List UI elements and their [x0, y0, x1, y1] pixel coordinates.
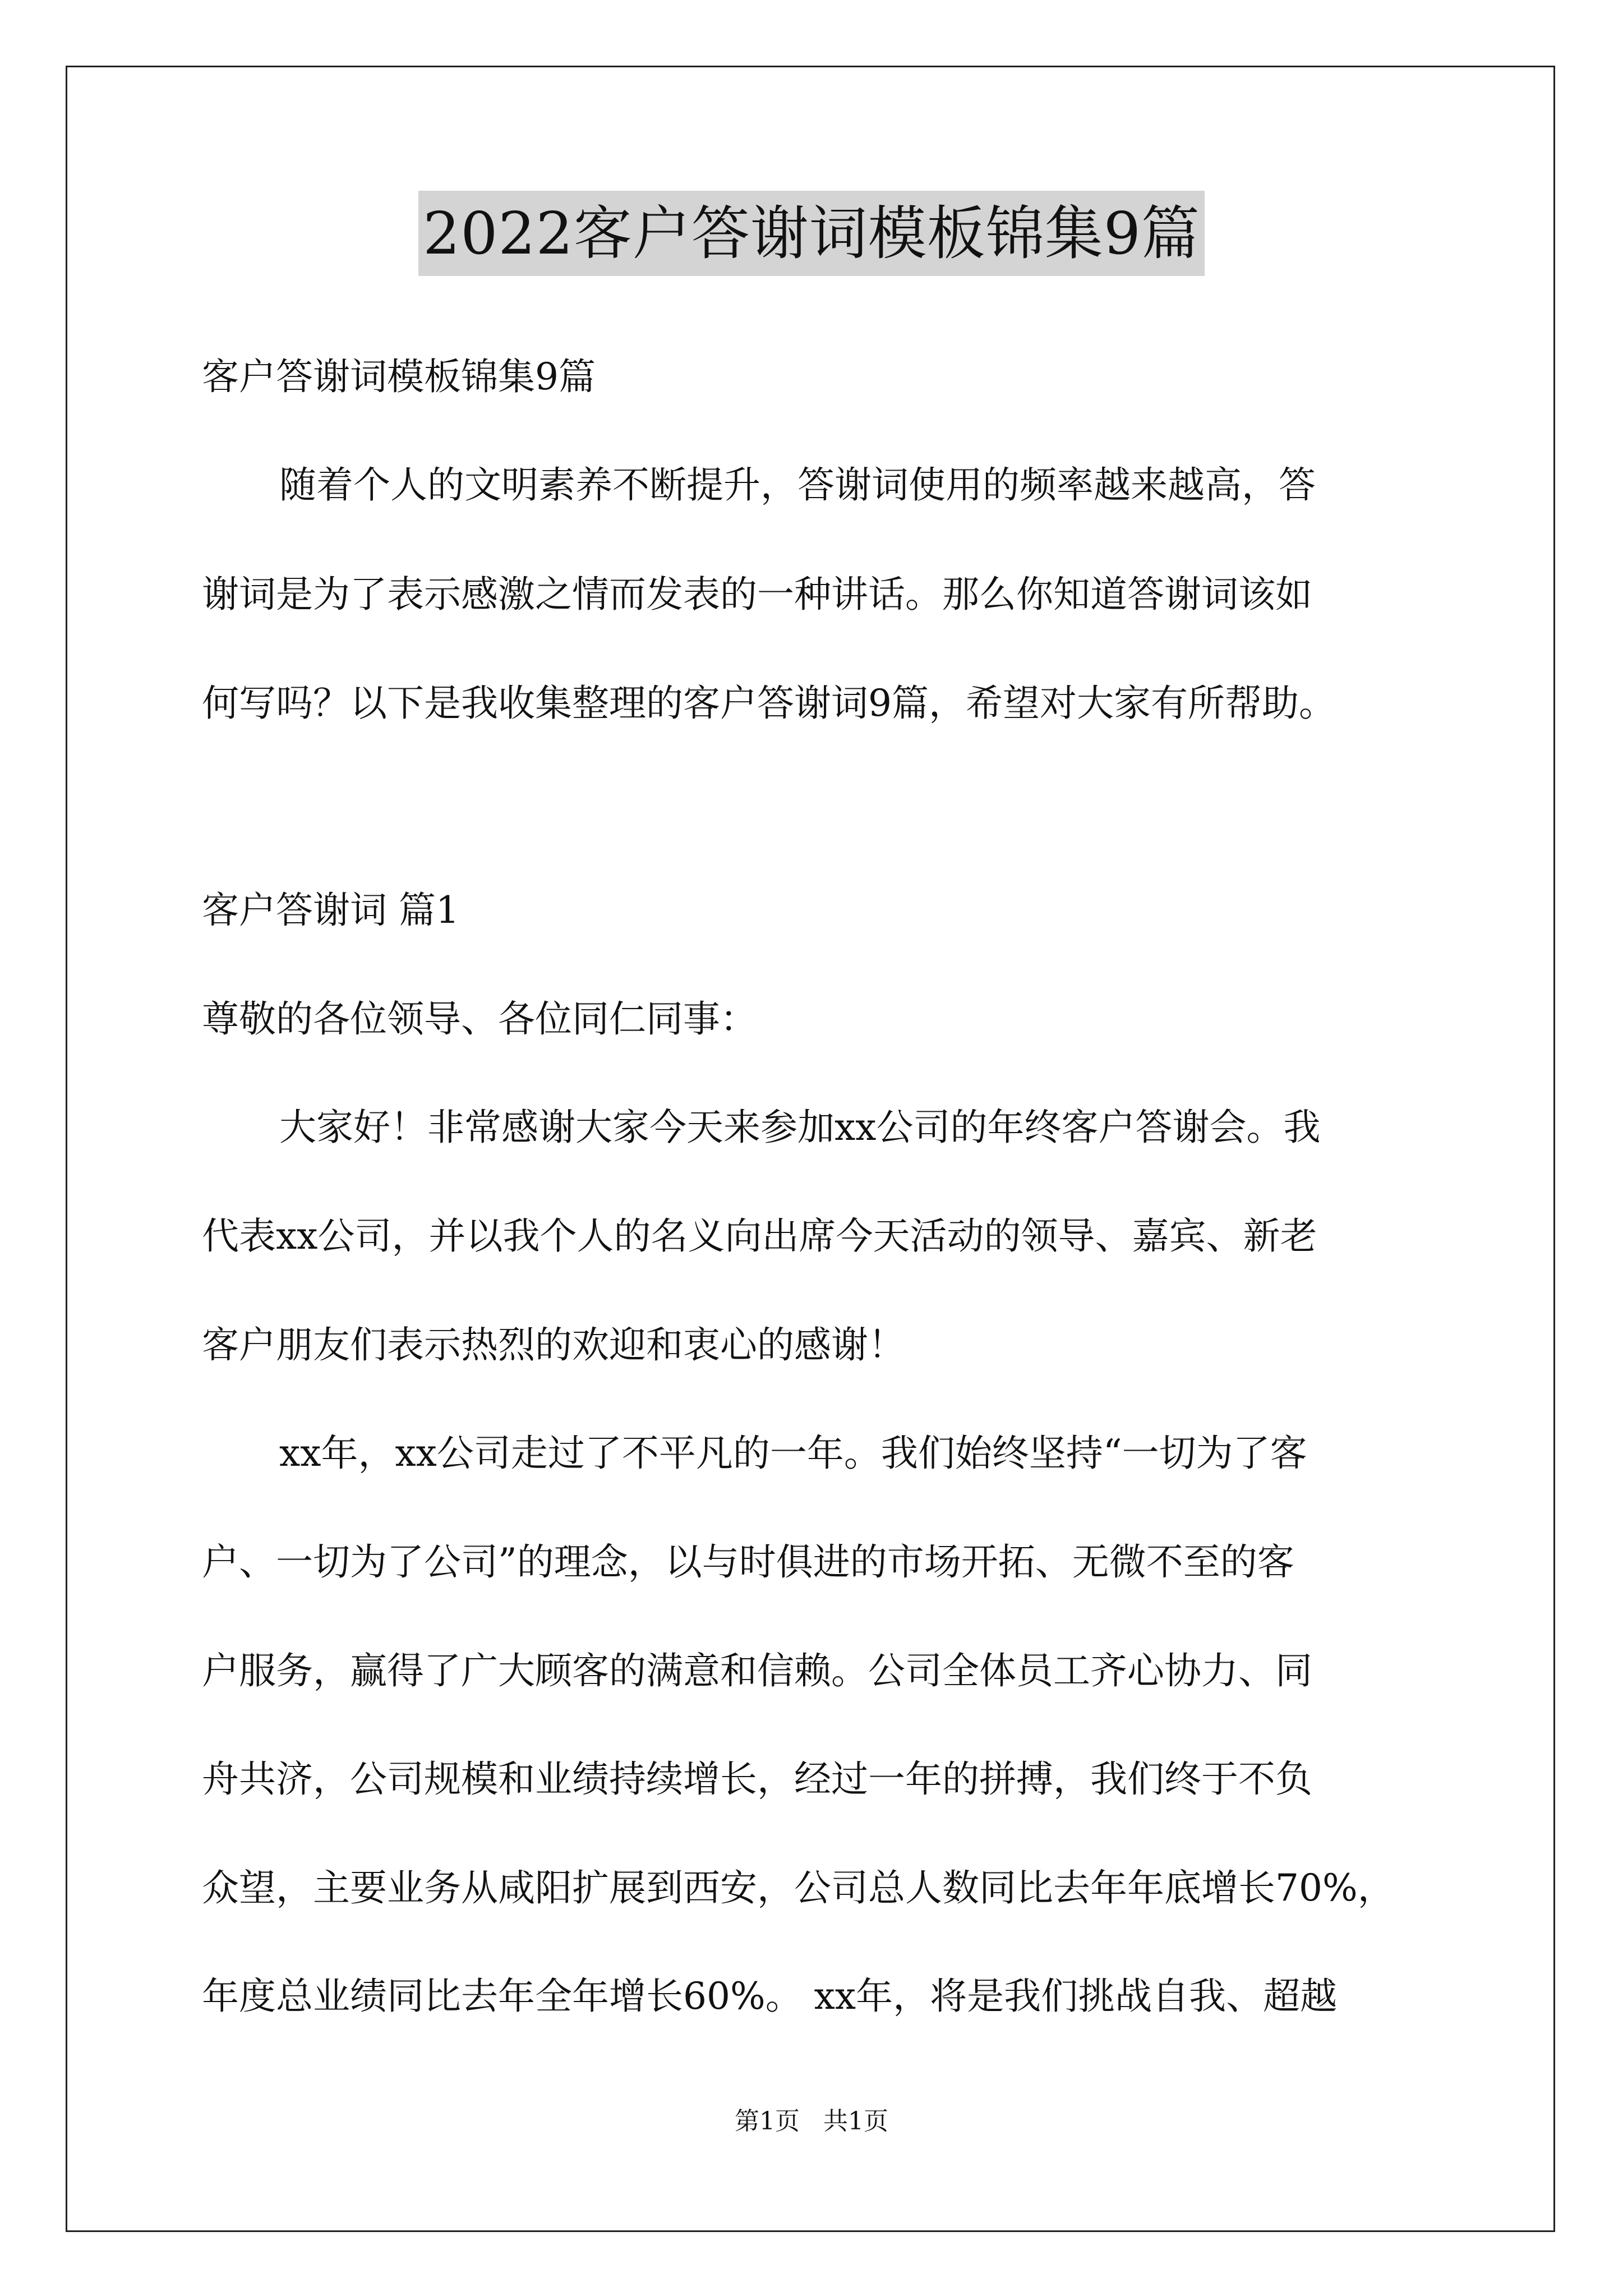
paragraph-2-line-4: 舟共济，公司规模和业绩持续增长，经过一年的拼搏，我们终于不负 [202, 1757, 1312, 1801]
paragraph-2-line-1: xx年，xx公司走过了不平凡的一年。我们始终坚持“一切为了客 [279, 1432, 1307, 1475]
intro-line-3: 何写吗？以下是我收集整理的客户答谢词9篇，希望对大家有所帮助。 [202, 682, 1336, 725]
paragraph-2-line-3: 户服务，赢得了广大顾客的满意和信赖。公司全体员工齐心协力、同 [202, 1649, 1312, 1692]
page-footer: 第1页 共1页 [735, 2107, 888, 2136]
paragraph-2-line-6: 年度总业绩同比去年全年增长60%。 xx年，将是我们挑战自我、超越 [202, 1975, 1338, 2018]
title-container [0, 191, 1623, 276]
salutation: 尊敬的各位领导、各位同仁同事： [202, 997, 757, 1041]
subtitle-line: 客户答谢词模板锦集9篇 [202, 355, 596, 398]
paragraph-1-line-1: 大家好！非常感谢大家今天来参加xx公司的年终客户答谢会。我 [279, 1106, 1321, 1149]
intro-line-1: 随着个人的文明素养不断提升，答谢词使用的频率越来越高，答 [279, 463, 1316, 507]
paragraph-2-line-2: 户、一切为了公司”的理念，以与时俱进的市场开拓、无微不至的客 [202, 1540, 1294, 1584]
paragraph-1-line-3: 客户朋友们表示热烈的欢迎和衷心的感谢！ [202, 1323, 905, 1366]
section-heading: 客户答谢词 篇1 [202, 889, 459, 932]
intro-line-2: 谢词是为了表示感激之情而发表的一种讲话。那么你知道答谢词该如 [202, 573, 1312, 616]
paragraph-1-line-2: 代表xx公司，并以我个人的名义向出席今天活动的领导、嘉宾、新老 [202, 1214, 1317, 1258]
document-title: 2022客户答谢词模板锦集9篇 [418, 191, 1205, 276]
paragraph-2-line-5: 众望，主要业务从咸阳扩展到西安，公司总人数同比去年年底增长70%， [202, 1866, 1395, 1910]
